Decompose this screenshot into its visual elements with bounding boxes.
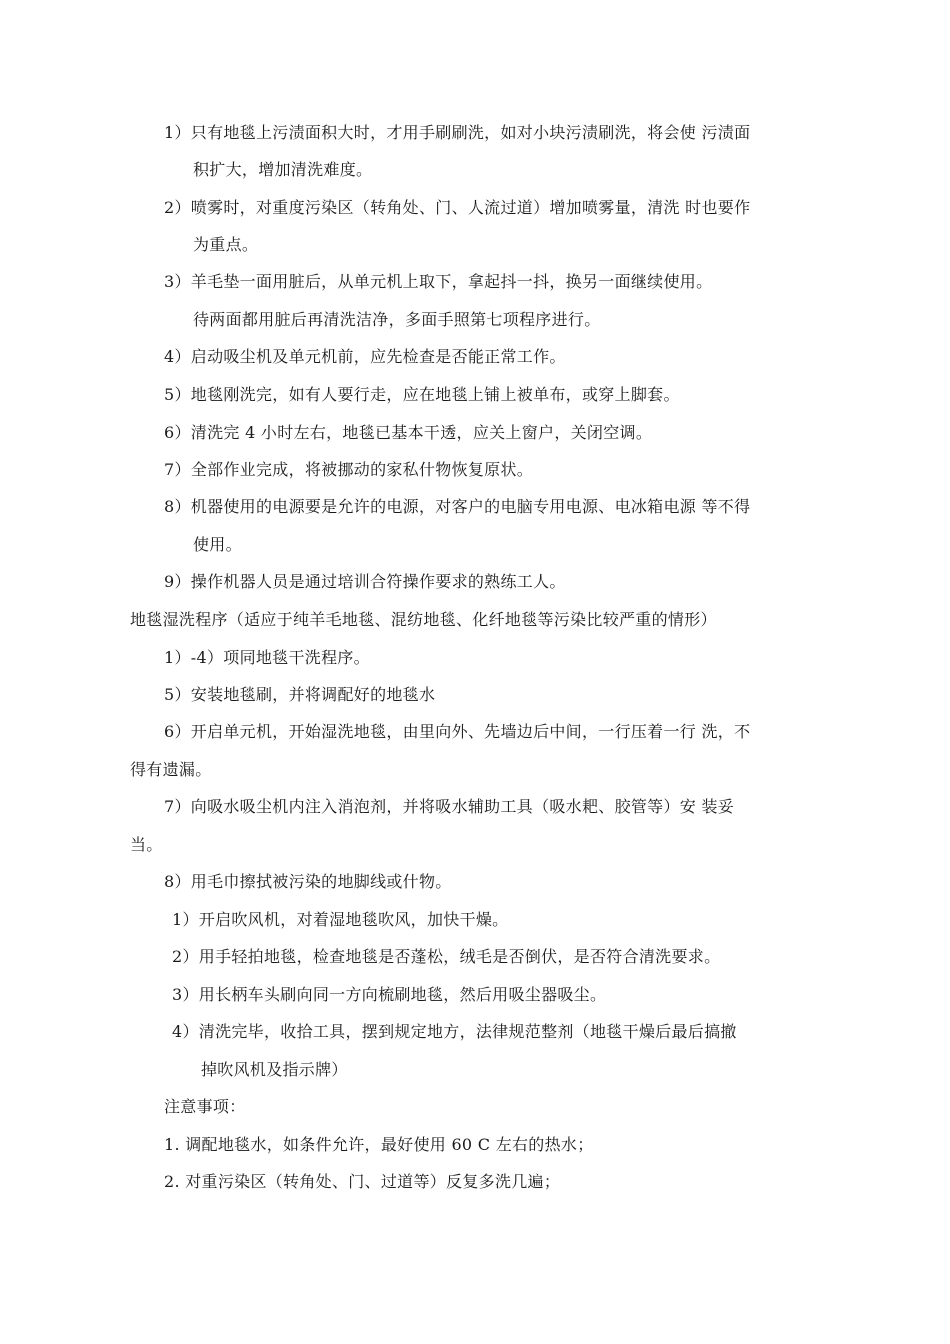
text-line: 9）操作机器人员是通过培训合符操作要求的熟练工人。 bbox=[164, 572, 566, 591]
text-line: 5）安装地毯刷，并将调配好的地毯水 bbox=[164, 685, 436, 704]
text-line: 8）用毛巾擦拭被污染的地脚线或什物。 bbox=[164, 872, 452, 891]
text-line: 待两面都用脏后再清洗洁净，多面手照第七项程序进行。 bbox=[193, 310, 601, 329]
text-line: 8）机器使用的电源要是允许的电源，对客户的电脑专用电源、电冰箱电源 等不得 bbox=[164, 497, 751, 516]
text-line: 积扩大，增加清洗难度。 bbox=[193, 160, 373, 179]
text-line: 掉吹风机及指示牌） bbox=[201, 1060, 348, 1079]
text-line: 2）用手轻拍地毯，检查地毯是否蓬松，绒毛是否倒伏，是否符合清洗要求。 bbox=[172, 947, 721, 966]
section-heading: 地毯湿洗程序（适应于纯羊毛地毯、混纺地毯、化纤地毯等污染比较严重的情形） bbox=[130, 610, 717, 629]
text-line: 1）开启吹风机，对着湿地毯吹风，加快干燥。 bbox=[172, 910, 509, 929]
text-line: 2）喷雾时，对重度污染区（转角处、门、人流过道）增加喷雾量，清洗 时也要作 bbox=[164, 198, 751, 217]
text-line: 4）清洗完毕，收拾工具，摆到规定地方，法律规范整剂（地毯干燥后最后搞撤 bbox=[172, 1022, 737, 1041]
text-line: 7）向吸水吸尘机内注入消泡剂，并将吸水辅助工具（吸水耙、胶管等）安 装妥 bbox=[164, 797, 735, 816]
note-item: 2. 对重污染区（转角处、门、过道等）反复多洗几遍； bbox=[164, 1172, 561, 1191]
text-line: 7）全部作业完成，将被挪动的家私什物恢复原状。 bbox=[164, 460, 534, 479]
text-line: 为重点。 bbox=[193, 235, 259, 254]
text-line: 当。 bbox=[130, 835, 163, 854]
text-line: 6）清洗完 4 小时左右，地毯已基本干透，应关上窗户，关闭空调。 bbox=[164, 423, 653, 442]
text-line: 4）启动吸尘机及单元机前，应先检查是否能正常工作。 bbox=[164, 347, 566, 366]
notes-heading: 注意事项： bbox=[164, 1097, 246, 1116]
text-line: 1）-4）项同地毯干洗程序。 bbox=[164, 648, 370, 667]
text-line: 3）羊毛垫一面用脏后，从单元机上取下，拿起抖一抖，换另一面继续使用。 bbox=[164, 272, 713, 291]
text-line: 3）用长柄车头刷向同一方向梳刷地毯，然后用吸尘器吸尘。 bbox=[172, 985, 607, 1004]
note-item: 1. 调配地毯水，如条件允许，最好使用 60 C 左右的热水； bbox=[164, 1135, 594, 1154]
text-line: 使用。 bbox=[193, 535, 242, 554]
text-line: 6）开启单元机，开始湿洗地毯，由里向外、先墙边后中间，一行压着一行 洗，不 bbox=[164, 722, 751, 741]
text-line: 得有遗漏。 bbox=[130, 760, 212, 779]
text-line: 5）地毯刚洗完，如有人要行走，应在地毯上铺上被单布，或穿上脚套。 bbox=[164, 385, 680, 404]
text-line: 1）只有地毯上污渍面积大时，才用手刷刷洗，如对小块污渍刷洗，将会使 污渍面 bbox=[164, 123, 751, 142]
